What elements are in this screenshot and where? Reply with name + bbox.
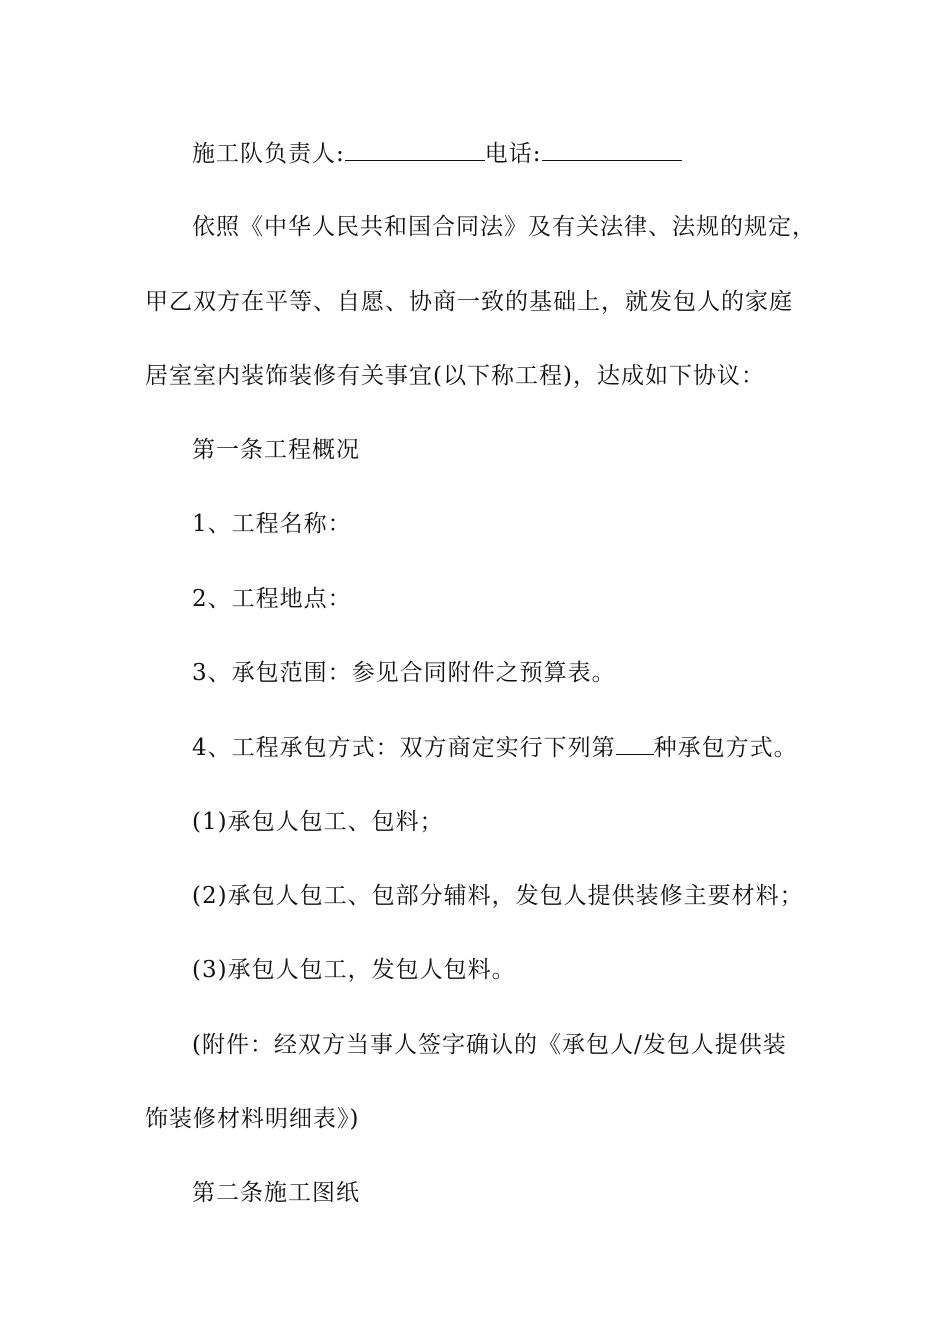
list-item <box>192 732 798 763</box>
option-item: (3)承包人包工，发包人包料。 <box>192 957 516 983</box>
list-item: 2、工程地点： <box>192 586 352 612</box>
article-title: 第二条施工图纸 <box>192 1180 360 1206</box>
phone-label: 电话: <box>484 141 542 167</box>
contact-line <box>192 138 682 169</box>
list-item: 1、工程名称： <box>192 511 352 537</box>
paragraph-line: 居室室内装饰装修有关事宜(以下称工程)，达成如下协议： <box>145 363 765 389</box>
attachment-note: (附件：经双方当事人签字确认的《承包人/发包人提供装 <box>192 1032 787 1058</box>
item4-blank <box>616 732 654 755</box>
list-item: 3、承包范围：参见合同附件之预算表。 <box>192 660 616 686</box>
item4-suffix: 种承包方式。 <box>653 735 798 761</box>
article-title: 第一条工程概况 <box>192 437 360 463</box>
paragraph-line: 甲乙双方在平等、自愿、协商一致的基础上，就发包人的家庭 <box>145 289 793 315</box>
item4-prefix: 4、工程承包方式：双方商定实行下列第 <box>192 735 616 761</box>
option-item: (2)承包人包工、包部分辅料，发包人提供装修主要材料； <box>192 883 804 909</box>
leader-blank <box>345 138 485 161</box>
option-item: (1)承包人包工、包料； <box>192 809 444 835</box>
leader-label: 施工队负责人: <box>192 141 345 167</box>
attachment-note: 饰装修材料明细表》) <box>145 1106 360 1132</box>
phone-blank <box>542 138 682 161</box>
paragraph-line: 依照《中华人民共和国合同法》及有关法律、法规的规定， <box>192 214 816 240</box>
